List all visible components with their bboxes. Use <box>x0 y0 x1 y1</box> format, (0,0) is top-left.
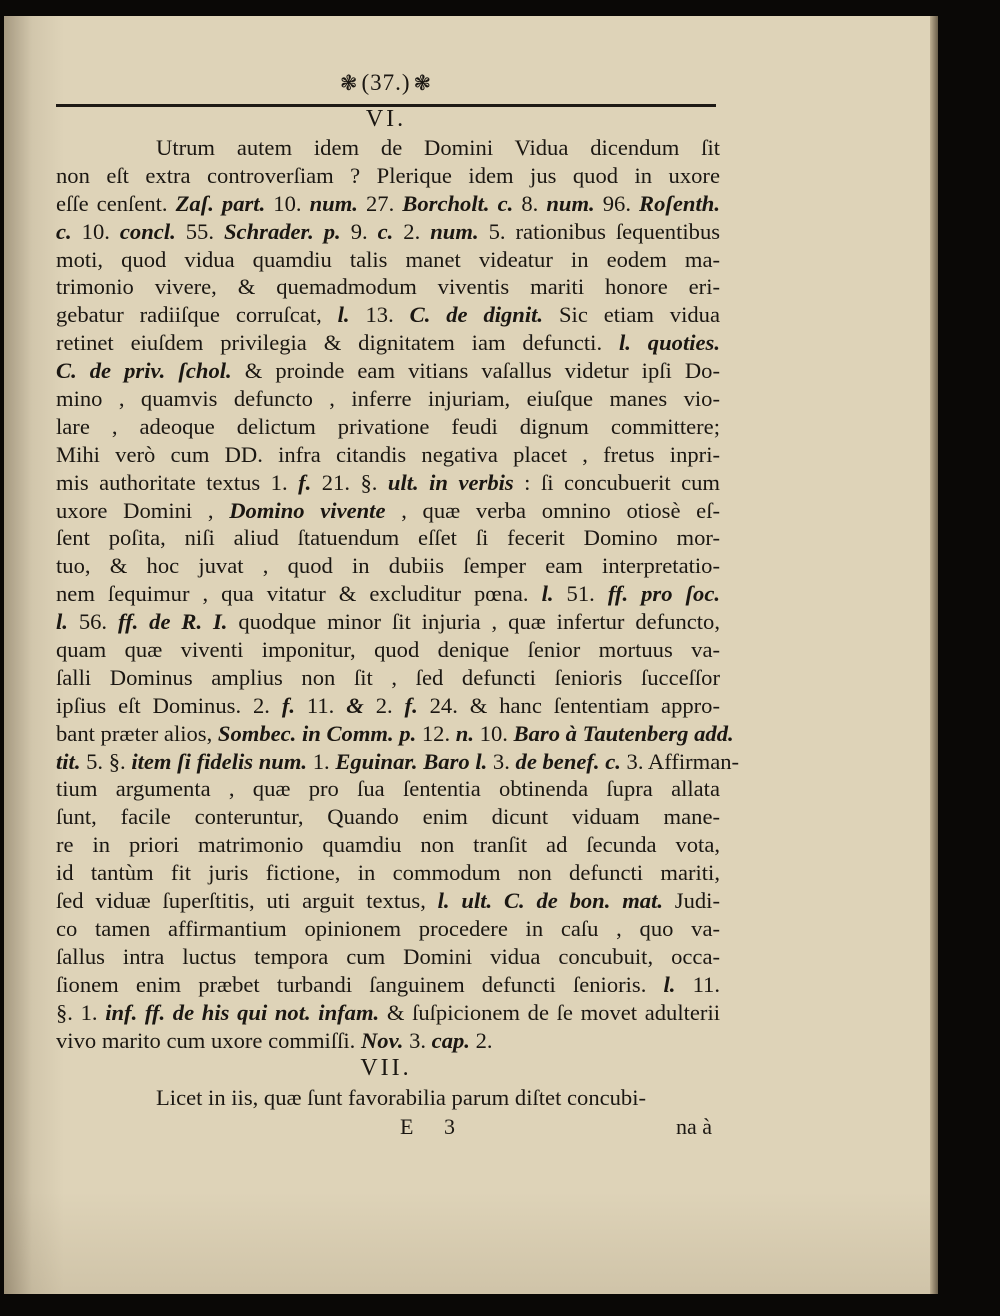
catchword: na à <box>676 1114 713 1139</box>
text-segment: 10. <box>71 218 110 244</box>
text-line <box>56 971 720 999</box>
text-segment: 9. <box>340 218 368 244</box>
text-segment: & proinde eam vitians vaſallus videtur ipſi Do- <box>231 358 720 384</box>
signature-mark: E <box>400 1114 414 1139</box>
text-segment: C. de dignit. <box>393 302 544 328</box>
text-line <box>56 469 720 497</box>
text-line <box>56 887 720 915</box>
text-line <box>56 273 720 301</box>
text-segment: 11. <box>675 971 720 997</box>
text-segment: c. <box>367 218 394 244</box>
text-segment: trimonio vivere, & quemadmodum viventis mariti honore eri- <box>56 274 720 300</box>
text-segment: Utrum autem idem de Domini Vidua dicendum ſit <box>156 135 720 160</box>
text-line <box>56 190 720 218</box>
text-segment: C. de priv. ſchol. <box>56 358 232 384</box>
text-segment: nem ſequimur , qua vitatur & excluditur pœna. <box>56 581 542 607</box>
text-line <box>56 720 734 748</box>
text-segment: 10. <box>265 190 302 216</box>
text-segment: Schrader. <box>214 218 314 244</box>
text-segment: num. <box>538 190 595 216</box>
text-segment: vivo marito cum uxore commiſſi. <box>56 1027 361 1053</box>
text-segment: mis authoritate textus 1. <box>56 469 299 495</box>
text-segment: num. <box>301 190 358 216</box>
text-line <box>56 357 720 385</box>
text-segment: eſſe cenſent. <box>56 190 168 216</box>
text-segment: Judi- <box>663 888 720 914</box>
text-segment: ſalli Dominus amplius non ſit , ſed defuncti ſenioris ſucceſſor <box>56 664 720 690</box>
text-segment: tium argumenta , quæ pro ſua ſententia obtinenda ſupra allata <box>56 776 720 802</box>
text-line <box>56 943 720 971</box>
text-segment: lare , adeoque delictum privatione feudi dignum committere; <box>56 413 720 439</box>
text-segment: moti, quod vidua quamdiu talis manet videatur in eodem ma- <box>56 246 720 272</box>
text-line <box>56 497 720 525</box>
text-segment: 3. <box>403 1027 432 1053</box>
text-segment: l. <box>56 609 68 635</box>
text-segment: 10. <box>474 720 514 746</box>
text-segment: Mihi verò cum DD. infra citandis negativa placet , fretus inpri- <box>56 441 720 467</box>
text-segment: ff. pro ſoc. <box>607 581 721 607</box>
text-segment: Sic etiam vidua <box>543 302 721 328</box>
text-segment: retinet eiuſdem privilegia & dignitatem iam defuncti. <box>56 330 619 356</box>
text-line <box>56 831 720 859</box>
text-segment: tuo, & hoc juvat , quod in dubiis ſemper eam interpretatio- <box>56 553 720 579</box>
text-line <box>56 413 720 441</box>
text-segment: cap. <box>431 1027 470 1053</box>
text-segment: c. <box>56 218 72 244</box>
text-line: Licet in iis, quæ ſunt favorabilia parum diſtet concubi- <box>156 1085 647 1110</box>
text-segment: l. ult. C. de bon. mat. <box>437 888 663 914</box>
text-segment: Roſenth. <box>630 190 720 216</box>
section-vi-text <box>56 134 740 1054</box>
text-segment: uxore Domini , <box>56 497 230 523</box>
text-segment: co tamen affirmantium opinionem procedere in caſu , quo va- <box>56 915 720 941</box>
text-line <box>56 1027 720 1055</box>
text-segment: 3. <box>487 748 516 774</box>
text-segment: p. <box>313 218 341 244</box>
text-segment: quodque minor ſit injuria , quæ infertur defuncto, <box>227 609 721 635</box>
ornament-left-icon: ❃ <box>339 71 359 95</box>
text-segment: 2. <box>469 1027 493 1053</box>
text-segment: Domino vivente <box>229 497 386 523</box>
text-line <box>56 301 720 329</box>
text-line <box>56 524 720 552</box>
signature-number: 3 <box>444 1114 455 1139</box>
page-edge <box>930 16 938 1294</box>
text-line <box>56 218 720 246</box>
text-segment: ſent poſita, niſi aliud ſtatuendum eſſet ſi fecerit Domino mor- <box>56 525 720 551</box>
text-segment: & ſuſpicionem de ſe movet adulterii <box>379 999 721 1025</box>
text-segment: rationibus ſequentibus <box>505 218 721 244</box>
text-segment: 55. <box>175 218 214 244</box>
text-line <box>56 664 720 692</box>
text-line <box>56 329 720 357</box>
text-segment: ff. de R. I. <box>117 609 228 635</box>
text-line <box>56 775 720 803</box>
text-line <box>56 441 720 469</box>
text-segment: l. <box>337 302 350 328</box>
text-segment: gebatur radiiſque corruſcat, <box>56 302 338 328</box>
text-segment: num. <box>420 218 479 244</box>
page-number: (37.) <box>361 70 411 95</box>
text-segment: 1. <box>307 748 336 774</box>
text-line <box>56 162 720 190</box>
text-segment: Nov. <box>360 1027 404 1053</box>
text-segment: re in priori matrimonio quamdiu non tranſit ad ſecunda vota, <box>56 832 720 858</box>
text-segment: 96. <box>594 190 631 216</box>
text-segment: 12. <box>416 720 456 746</box>
text-segment: , quæ verba omnino otiosè eſ- <box>385 497 721 523</box>
text-segment: 3. Affirman- <box>620 748 740 774</box>
text-line <box>56 859 720 887</box>
text-segment: f. <box>404 692 418 718</box>
text-segment: tit. <box>56 748 81 774</box>
text-segment: : ſi concubuerit cum <box>513 469 720 495</box>
text-segment: de benef. c. <box>515 748 621 774</box>
text-segment: & <box>346 692 364 718</box>
text-segment: 24. & hanc ſententiam appro- <box>417 692 721 718</box>
text-segment: f. <box>298 469 312 495</box>
text-segment: non eſt extra controverſiam ? Plerique idem jus quod in uxore <box>56 162 720 188</box>
text-line <box>56 385 720 413</box>
text-segment: l. quoties. <box>619 330 720 356</box>
section-heading-vi: VI. <box>365 106 407 132</box>
text-line <box>56 999 720 1027</box>
text-segment: 11. <box>295 692 347 718</box>
text-segment: ipſius eſt Dominus. 2. <box>56 692 282 718</box>
text-segment: ſallus intra luctus tempora cum Domini vidua concubuit, occa- <box>56 943 720 969</box>
text-line <box>56 246 720 274</box>
ornament-right-icon: ❃ <box>413 71 433 95</box>
text-segment: inf. ff. de his qui not. infam. <box>105 999 380 1025</box>
text-segment: ſionem enim præbet turbandi ſanguinem defuncti ſenioris. <box>56 971 664 997</box>
text-segment: ſunt, facile conteruntur, Quando enim dicunt viduam mane- <box>56 804 720 830</box>
text-segment: n. <box>455 720 474 746</box>
text-segment: 5. §. <box>80 748 132 774</box>
page-header <box>56 70 716 106</box>
text-line <box>56 608 720 636</box>
section-vii-text <box>56 1084 720 1112</box>
text-segment: Eguinar. Baro l. <box>335 748 488 774</box>
text-segment: item ſi fidelis num. <box>131 748 308 774</box>
text-segment: mino , quamvis defuncto , inferre injuriam, eiuſque manes vio- <box>56 386 720 412</box>
text-line <box>56 580 720 608</box>
text-segment: 2. <box>393 218 421 244</box>
text-segment: 21. §. <box>311 469 388 495</box>
text-line <box>56 748 740 776</box>
text-segment: l. <box>541 581 554 607</box>
text-segment: 27. <box>357 190 395 216</box>
text-line <box>56 134 720 162</box>
text-segment: ſed viduæ ſuperſtitis, uti arguit textus, <box>56 888 438 914</box>
text-segment: 56. <box>67 609 118 635</box>
text-segment: Zaſ. part. <box>167 190 266 216</box>
text-line <box>56 636 720 664</box>
text-segment: Sombec. in Comm. p. <box>217 720 417 746</box>
text-line <box>56 552 720 580</box>
text-line <box>56 803 720 831</box>
text-segment: f. <box>281 692 296 718</box>
text-segment: Borcholt. c. <box>394 190 514 216</box>
text-segment: ult. in verbis <box>387 469 514 495</box>
text-segment: l. <box>663 971 676 997</box>
text-segment: Baro à Tautenberg add. <box>513 720 734 746</box>
text-line <box>56 692 720 720</box>
text-segment: concl. <box>109 218 176 244</box>
text-segment: bant præter alios, <box>56 720 218 746</box>
text-segment: 5. <box>478 218 506 244</box>
text-segment: 2. <box>363 692 405 718</box>
text-segment: 8. <box>513 190 539 216</box>
text-segment: quam quæ viventi imponitur, quod denique ſenior mortuus va- <box>56 637 720 663</box>
text-segment: 51. <box>553 581 608 607</box>
text-segment: id tantùm fit juris fictione, in commodum non defuncti mariti, <box>56 860 720 886</box>
text-segment: 13. <box>349 302 394 328</box>
text-line <box>56 915 720 943</box>
text-segment: §. 1. <box>56 999 106 1025</box>
section-heading-vii: VII. <box>360 1055 412 1081</box>
